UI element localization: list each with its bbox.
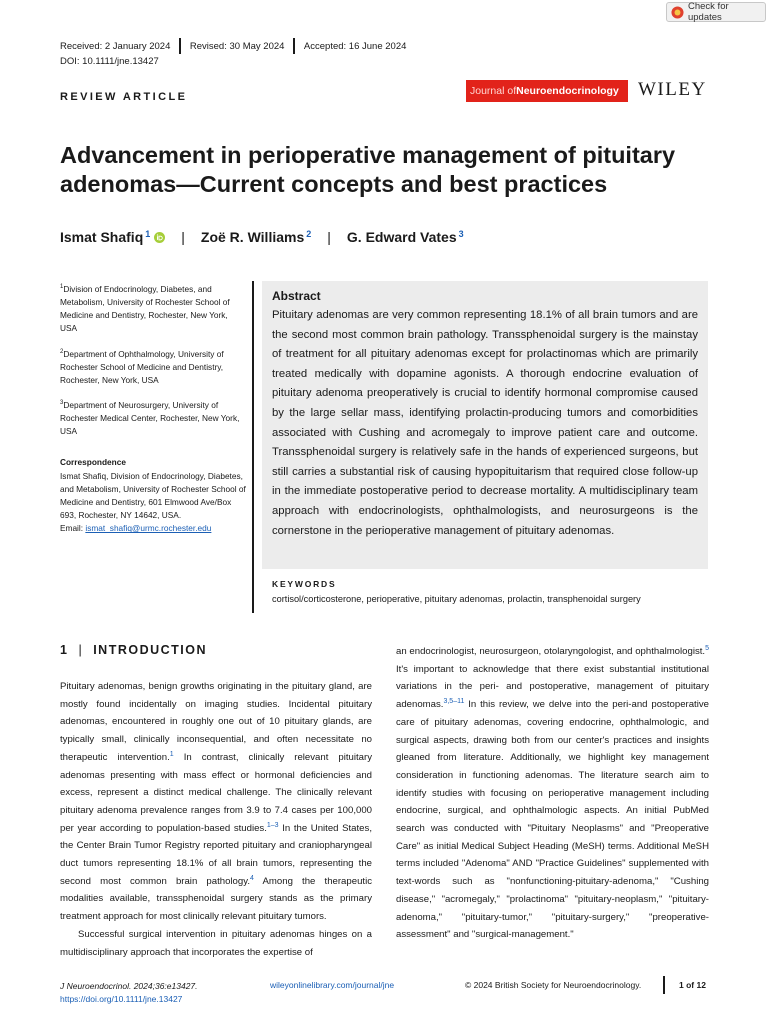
affiliations-column (60, 281, 246, 536)
affiliation: $^1$Division of Endocrinology, Diabetes, and Metabolism, University of Rochester School of Medicine and Dentistry, Rochester, New York, USA (60, 283, 230, 334)
affiliation: $^2$Department of Ophthalmology, University of Rochester School of Medicine and Dentistry, Rochester, New York, USA (60, 348, 224, 385)
citation-ref[interactable]: 1 (169, 750, 174, 758)
journal-logo[interactable] (466, 80, 628, 102)
author-list (60, 229, 464, 245)
doi-text: DOI: 10.1111/jne.13427 (60, 56, 159, 67)
journal-prefix: Journal of (470, 85, 517, 97)
body-column-left (60, 678, 372, 961)
received-date: Received: 2 January 2024 (60, 40, 171, 52)
citation-ref[interactable]: 4 (249, 874, 254, 882)
journal-citation: J Neuroendocrinol. 2024;36:e13427. (60, 981, 198, 991)
citation-ref[interactable]: 5 (705, 644, 709, 652)
body-paragraph: an endocrinologist, neurosurgeon, otolaryngologist, and ophthalmologist.$^5$ It's important to acknowledge that there exist substantial institutional variations in the peri- and postoperative, management of pituitary adenomas.$^{3,5-11}$ In this review, we delve into the peri-and postoperative care of pituitary adenomas, covering endocrine, ophthalmologic, and surgical aspects, drawing both from our center's practices and insights gleaned from literature. Additionally, we highlight key management consideration in functioning adenomas. The literature search aim to identify studies with focusing on perioperative management including endocrine, surgical, and ophthalmologic aspects. An initial PubMed search was conducted with "Pituitary Neoplasms" and "Preoperative Care" as initial Medical Subject Heading (MeSH) terms. Additional MeSH terms included "Adenoma" AND "Practice Guidelines" supplemented with text-words such as "nonfunctioning-pituitary-adenoma," "Cushing disease," "acromegaly," "prolactinoma" "pituitary-neoplasm," "pituitary-adenoma," "pituitary-tumor," "pituitary-surgery," "preoperative-assessment" and "surgical-management." (396, 644, 709, 941)
doi-link[interactable]: https://doi.org/10.1111/jne.13427 (60, 994, 183, 1004)
author-affiliation-ref[interactable]: 3 (458, 229, 464, 239)
abstract-text: Pituitary adenomas are very common representing 18.1% of all brain tumors and are the second most common brain pathology. Transsphenoidal surgery is the mainstay of treatment for all pituitary adenomas except for prolactinomas which are primarily treated medically with dopamine agonists. A thorough endocrine evaluation of pituitary adenoma preoperatively is crucial to identify hormonal compromise caused by the large sellar mass, identifying prolactin-producing tumors and comorbidities associated with Cushing and acromegaly to improve patient care and outcome. Transsphenoidal surgery is relatively safe in the hands of experienced surgeons, but still carries a substantial risk of causing hypopituitarism that required close follow-up in the immediate postoperative period to decrease mortality. A multidisciplinary team approach with endocrinologists, ophthalmologists, and neurosurgeons is the cornerstone in the perioperative management of pituitary adenomas. (272, 309, 698, 537)
article-title: Advancement in perioperative management of pituitary adenomas—Current concepts and best practices (60, 142, 676, 197)
check-updates-label: Check for updates (687, 1, 729, 23)
body-column-right (396, 643, 709, 944)
section-separator: | (78, 643, 84, 657)
orcid-icon[interactable] (154, 232, 165, 243)
divider (293, 38, 295, 54)
author-affiliation-ref[interactable]: 2 (306, 229, 312, 239)
author-name[interactable]: Ismat Shafiq (60, 229, 144, 245)
accepted-date: Accepted: 16 June 2024 (303, 40, 407, 52)
keywords-text: cortisol/corticosterone, perioperative, pituitary adenomas, prolactin, transphenoidal surgery (272, 594, 641, 604)
publisher-logo[interactable]: WILEY (638, 79, 707, 100)
author-affiliation-ref[interactable]: 1 (145, 229, 151, 239)
email-link[interactable]: ismat_shafiq@urmc.rochester.edu (85, 523, 212, 534)
footer-divider (663, 976, 665, 994)
author-separator: | (181, 229, 185, 245)
column-divider (252, 281, 254, 613)
footer-citation (60, 980, 198, 1006)
author-name[interactable]: G. Edward Vates (346, 229, 457, 245)
journal-site-link[interactable]: wileyonlinelibrary.com/journal/jne (270, 980, 395, 990)
page-number: 1 of 12 (679, 980, 706, 990)
divider (179, 38, 181, 54)
journal-name: Neuroendocrinology (516, 85, 619, 97)
body-paragraph: Pituitary adenomas, benign growths originating in the pituitary gland, are mostly found incidentally on imaging studies. Incidental pituitary adenomas, encountered in roughly one out of 10 pituitary glands, are typically small, clinically inconsequential, and often necessitate no therapeutic intervention.$^1$ In contrast, clinically relevant pituitary adenomas presenting with mass effect or hormonal deficiencies and excess, represent a distinct medical challenge. The clinically relevant pituitary adenoma prevalence ranges from 3.9 to 7.4 cases per 100,000 per year according to population-based studies.$^{1-3}$ In the United States, the Center Brain Tumor Registry reported pituitary and craniopharyngeal duct tumors representing 18.1% of all brain tumors, representing the second most common brain pathology.$^4$ Among the therapeutic modalities available, transsphenoidal surgery stands as the primary treatment approach for most clinically relevant pituitary tumors. (60, 681, 373, 923)
body-paragraph: Successful surgical intervention in pituitary adenomas hinges on a multidisciplinary approach that incorporates the expertise of (60, 928, 372, 958)
check-for-updates-button[interactable] (666, 2, 766, 22)
check-updates-icon (671, 6, 684, 19)
affiliation: $^3$Department of Neurosurgery, University of Rochester Medical Center, Rochester, New York, USA (60, 399, 240, 437)
section-title: INTRODUCTION (93, 643, 208, 657)
section-heading (60, 643, 207, 657)
author-name[interactable]: Zoë R. Williams (200, 229, 305, 245)
author-separator: | (327, 229, 331, 245)
citation-ref[interactable]: 1–3 (266, 821, 279, 829)
keywords-heading: KEYWORDS (272, 579, 337, 589)
article-type: REVIEW ARTICLE (60, 91, 188, 103)
correspondence-text: Ismat Shafiq, Division of Endocrinology, Diabetes, and Metabolism, University of Rochester School of Medicine and Dentistry, 601 Elmwood Ave/Box 693, Rochester, NY 14642, USA. (60, 470, 246, 521)
citation-ref[interactable]: 3,5–11 (443, 697, 465, 705)
section-number: 1 (60, 643, 69, 657)
abstract-heading: Abstract (272, 289, 321, 303)
correspondence-email: Email: ismat_shafiq@urmc.rochester.edu (60, 523, 212, 534)
article-dates (60, 38, 406, 54)
revised-date: Revised: 30 May 2024 (189, 40, 285, 52)
correspondence-heading: Correspondence (60, 457, 126, 468)
copyright: © 2024 British Society for Neuroendocrinology. (465, 980, 642, 990)
abstract-box (262, 281, 708, 569)
